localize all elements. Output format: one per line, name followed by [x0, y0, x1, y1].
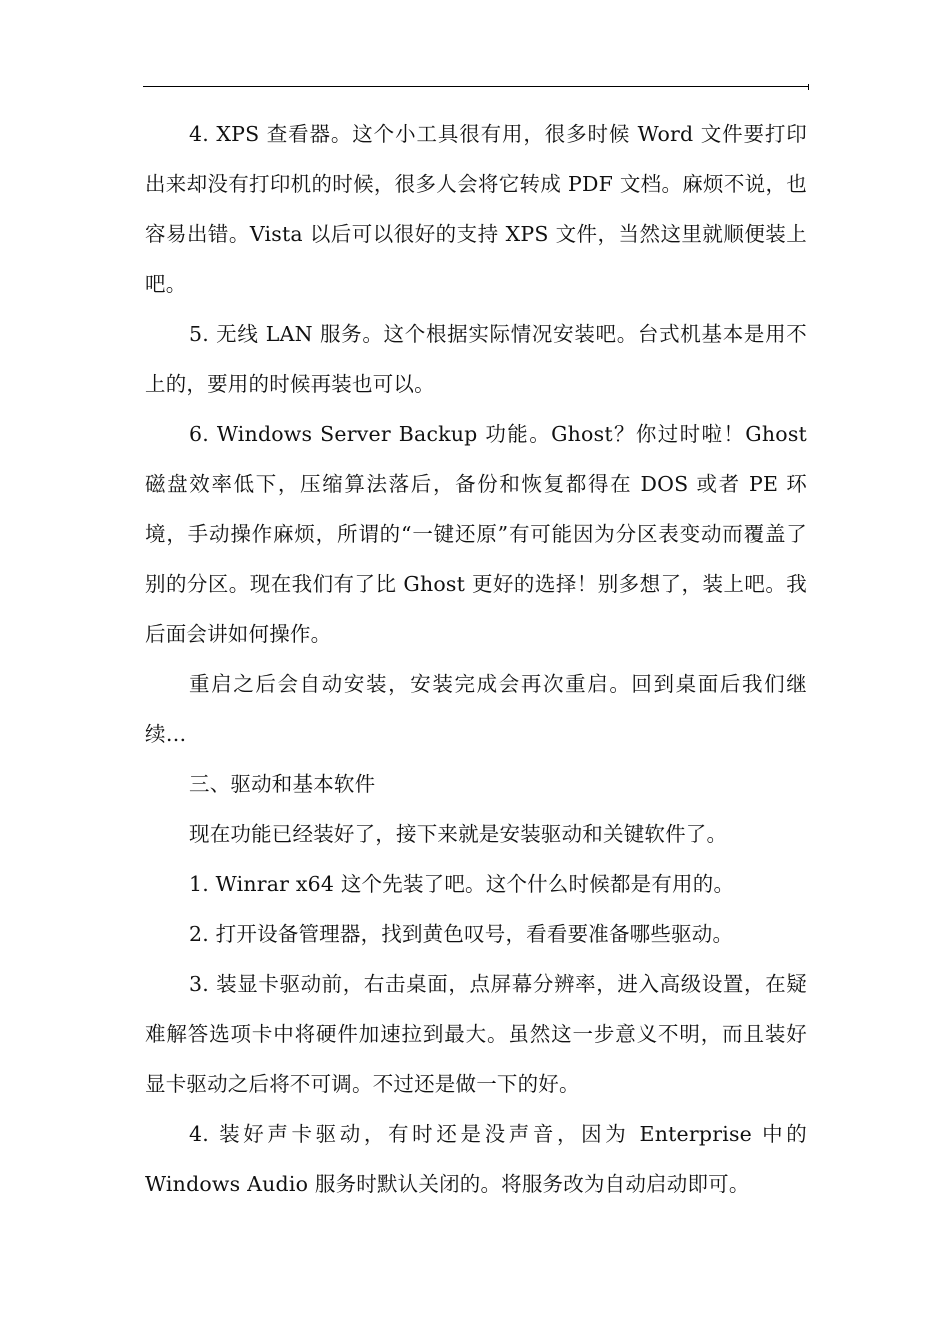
paragraph-winrar: 1. Winrar x64 这个先装了吧。这个什么时候都是有用的。	[189, 872, 735, 896]
paragraph-audio-driver: 4. 装好声卡驱动，有时还是没声音，因为 Enterprise 中的 Windows Audio 服务时默认关闭的。将服务改为自动启动即可。	[145, 1122, 807, 1196]
section-heading-drivers: 三、驱动和基本软件	[189, 772, 376, 796]
paragraph-intro-drivers: 现在功能已经装好了，接下来就是安装驱动和关键软件了。	[189, 822, 728, 846]
paragraph-restart-note: 重启之后会自动安装，安装完成会再次重启。回到桌面后我们继续…	[145, 672, 807, 746]
document-body	[145, 109, 807, 1209]
paragraph-wireless-lan: 5. 无线 LAN 服务。这个根据实际情况安装吧。台式机基本是用不上的，要用的时候再装也可以。	[145, 322, 807, 396]
header-rule-tick	[808, 84, 809, 90]
paragraph-display-driver: 3. 装显卡驱动前，右击桌面，点屏幕分辨率，进入高级设置，在疑难解答选项卡中将硬件加速拉到最大。虽然这一步意义不明，而且装好显卡驱动之后将不可调。不过还是做一下的好。	[145, 972, 807, 1096]
paragraph-device-manager: 2. 打开设备管理器，找到黄色叹号，看看要准备哪些驱动。	[189, 922, 734, 946]
paragraph-server-backup: 6. Windows Server Backup 功能。Ghost？你过时啦！Ghost 磁盘效率低下，压缩算法落后，备份和恢复都得在 DOS 或者 PE 环境，手动操作麻烦，所谓的“一键还原”有可能因为分区表变动而覆盖了别的分区。现在我们有了比 Ghost 更好的选择！别多想了，装上吧。我后面会讲如何操作。	[145, 422, 807, 646]
header-rule	[143, 86, 809, 87]
paragraph-xps-viewer: 4. XPS 查看器。这个小工具很有用，很多时候 Word 文件要打印出来却没有打印机的时候，很多人会将它转成 PDF 文档。麻烦不说，也容易出错。Vista 以后可以很好的支持 XPS 文件，当然这里就顺便装上吧。	[145, 122, 807, 296]
